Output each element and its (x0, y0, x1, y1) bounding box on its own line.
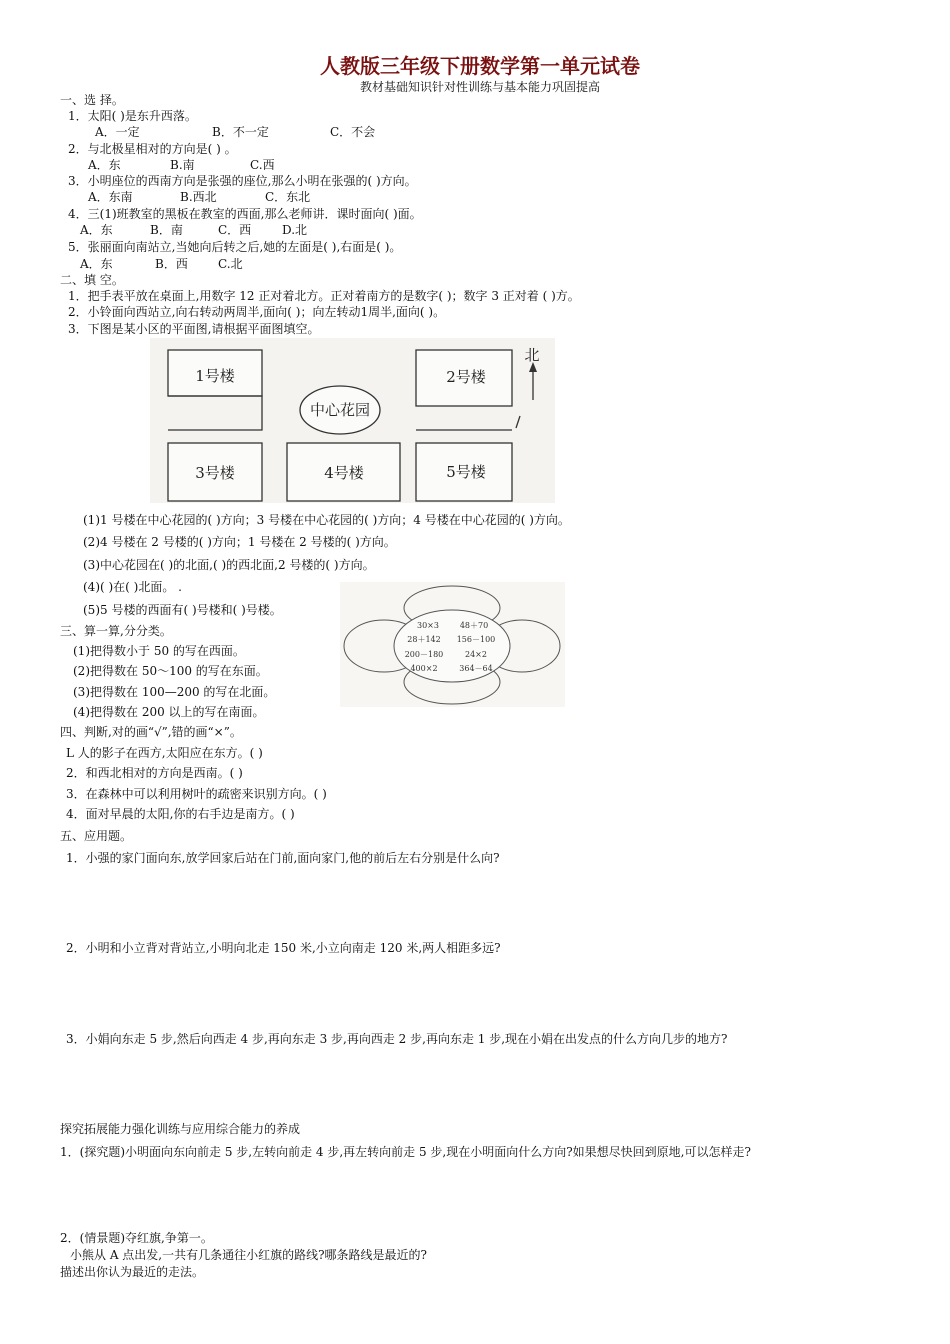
section-5-heading: 五、应用题。 (60, 829, 133, 843)
s1-q3-option-c: C．东北 (265, 190, 311, 204)
flower-expr-3: 28＋142 (407, 635, 441, 644)
section-4-heading: 四、判断,对的画“√”,错的画“×”。 (60, 725, 242, 739)
flower-expr-8: 364－64 (459, 664, 493, 673)
s2-question-2: 2．小铃面向西站立,向右转动两周半,面向( )；向左转动1周半,面向( )。 (68, 305, 446, 319)
s1-q5-option-a: A．东 (80, 257, 113, 271)
s2-sub-2: (2)4 号楼在 2 号楼的( )方向；1 号楼在 2 号楼的( )方向。 (83, 535, 396, 549)
s1-q4-option-a: A．东 (80, 223, 113, 237)
s4-question-3: 3．在森林中可以利用树叶的疏密来识别方向。( ) (66, 787, 327, 801)
s1-q1-option-a: A．一定 (95, 125, 140, 139)
section-2-heading: 二、填 空。 (60, 273, 124, 287)
s1-q4-option-b: B．南 (150, 223, 183, 237)
s1-question-1: 1．太阳( )是东升西落。 (68, 109, 197, 123)
s1-q1-option-b: B．不一定 (212, 125, 269, 139)
section-6-heading: 探究拓展能力强化训练与应用综合能力的养成 (60, 1122, 301, 1136)
map-label-building-2: 2号楼 (446, 368, 486, 386)
s4-question-4: 4．面对早晨的太阳,你的右手边是南方。( ) (66, 807, 295, 821)
s1-q4-option-d: D.北 (282, 223, 308, 237)
s5-question-2: 2．小明和小立背对背站立,小明向北走 150 米,小立向南走 120 米,两人相距多远? (66, 941, 501, 955)
section-3-heading: 三、算一算,分分类。 (60, 624, 172, 638)
flower-expr-1: 30×3 (417, 621, 439, 630)
flower-classification-figure (340, 582, 565, 707)
s3-sub-4: (4)把得数在 200 以上的写在南面。 (73, 705, 265, 719)
flower-expr-2: 48＋70 (459, 621, 489, 630)
s1-q2-option-a: A．东 (88, 158, 121, 172)
s1-q3-option-a: A．东南 (88, 190, 133, 204)
s1-question-5: 5．张丽面向南站立,当她向后转之后,她的左面是( ),右面是( )。 (68, 240, 402, 254)
s3-sub-1: (1)把得数小于 50 的写在西面。 (73, 644, 245, 658)
s1-q5-option-b: B．西 (155, 257, 188, 271)
s1-q2-option-b: B.南 (170, 158, 195, 172)
s1-question-2: 2．与北极星相对的方向是( ) 。 (68, 142, 237, 156)
flower-expr-7: 400×2 (410, 664, 438, 673)
map-label-building-1: 1号楼 (195, 367, 235, 385)
s1-question-4: 4．三(1)班教室的黑板在教室的西面,那么老师讲．课时面向( )面。 (68, 207, 422, 221)
flower-expr-6: 24×2 (465, 650, 487, 659)
s2-question-1: 1．把手表平放在桌面上,用数字 12 正对着北方。正对着南方的是数字( )；数字 3 正对着 ( )方。 (68, 289, 580, 303)
page-title: 人教版三年级下册数学第一单元试卷 (320, 54, 640, 78)
s6-question-2-line-3: 描述出你认为最近的走法。 (60, 1265, 205, 1279)
s6-question-1: 1．(探究题)小明面向东向前走 5 步,左转向前走 4 步,再左转向前走 5 步,现在小明面向什么方向?如果想尽快回到原地,可以怎样走? (60, 1145, 751, 1159)
map-label-building-4: 4号楼 (324, 464, 364, 482)
s1-q4-option-c: C．西 (218, 223, 252, 237)
map-label-building-5: 5号楼 (446, 463, 486, 481)
s4-question-1: L 人的影子在西方,太阳应在东方。( ) (66, 746, 263, 760)
s2-sub-4: (4)( )在( )北面。 . (83, 580, 182, 594)
s6-question-2-line-2: 小熊从 A 点出发,一共有几条通往小红旗的路线?哪条路线是最近的? (70, 1248, 427, 1262)
s2-question-3: 3．下图是某小区的平面图,请根据平面图填空。 (68, 322, 320, 336)
map-label-north: 北 (524, 346, 540, 364)
residential-map-figure (150, 338, 555, 503)
s1-q3-option-b: B.西北 (180, 190, 217, 204)
s1-q5-option-c: C.北 (218, 257, 243, 271)
section-1-heading: 一、选 择。 (60, 93, 124, 107)
s5-question-3: 3．小娟向东走 5 步,然后向西走 4 步,再向东走 3 步,再向西走 2 步,再向东走 1 步,现在小娟在出发点的什么方向几步的地方? (66, 1032, 728, 1046)
map-label-building-3: 3号楼 (195, 464, 235, 482)
map-label-garden: 中心花园 (309, 401, 371, 419)
s2-sub-5: (5)5 号楼的西面有( )号楼和( )号楼。 (83, 603, 282, 617)
s2-sub-1: (1)1 号楼在中心花园的( )方向；3 号楼在中心花园的( )方向；4 号楼在中心花园的( )方向。 (83, 513, 570, 527)
flower-expr-5: 200－180 (404, 650, 444, 659)
s6-question-2: 2．(情景题)夺红旗,争第一。 (60, 1231, 213, 1245)
flower-expr-4: 156－100 (456, 635, 496, 644)
s1-q1-option-c: C．不会 (330, 125, 376, 139)
page-subtitle: 教材基础知识针对性训练与基本能力巩固提高 (359, 80, 600, 94)
s3-sub-3: (3)把得数在 100—200 的写在北面。 (73, 685, 276, 699)
s1-question-3: 3．小明座位的西南方向是张强的座位,那么小明在张强的( )方向。 (68, 174, 417, 188)
s2-sub-3: (3)中心花园在( )的北面,( )的西北面,2 号楼的( )方向。 (83, 558, 375, 572)
s5-question-1: 1．小强的家门面向东,放学回家后站在门前,面向家门,他的前后左右分别是什么向? (66, 851, 500, 865)
s1-q2-option-c: C.西 (250, 158, 275, 172)
s4-question-2: 2．和西北相对的方向是西南。( ) (66, 766, 243, 780)
s3-sub-2: (2)把得数在 50～100 的写在东面。 (73, 664, 268, 678)
